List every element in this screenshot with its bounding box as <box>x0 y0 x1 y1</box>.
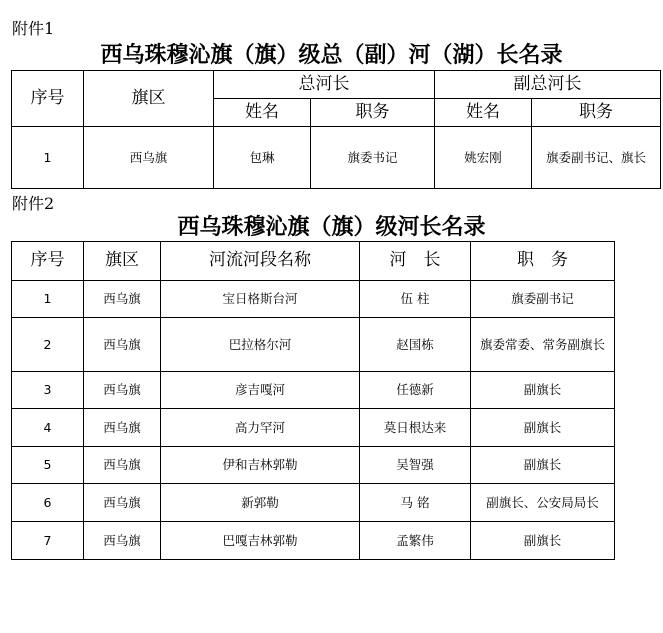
header-deputy-post: 职务 <box>532 99 661 127</box>
cell-district: 西乌旗 <box>84 522 161 560</box>
header-deputy-group: 副总河长 <box>435 71 661 99</box>
cell-seq: 2 <box>12 318 84 372</box>
cell-chief: 吴智强 <box>360 447 471 484</box>
table-row <box>12 372 615 409</box>
cell-river: 高力罕河 <box>161 409 360 447</box>
header-seq: 序号 <box>12 71 84 127</box>
table-row <box>12 318 615 372</box>
cell-post: 旗委常委、常务副旗长 <box>471 318 615 372</box>
cell-seq: 5 <box>12 447 84 484</box>
cell-seq: 4 <box>12 409 84 447</box>
cell-district: 西乌旗 <box>84 372 161 409</box>
chief-river-table <box>11 70 661 189</box>
cell-river: 巴嘎吉林郭勒 <box>161 522 360 560</box>
table-row <box>12 447 615 484</box>
cell-seq: 7 <box>12 522 84 560</box>
attachment2-label: 附件2 <box>12 194 55 213</box>
header-district: 旗区 <box>84 242 161 281</box>
attachment1-label: 附件1 <box>12 19 55 38</box>
table-row <box>12 522 615 560</box>
cell-post: 副旗长 <box>471 372 615 409</box>
river-chief-table <box>11 241 615 560</box>
header-seq: 序号 <box>12 242 84 281</box>
cell-river: 彦吉嘎河 <box>161 372 360 409</box>
table-row <box>12 409 615 447</box>
cell-chief-name: 包琳 <box>214 127 311 189</box>
cell-deputy-post: 旗委副书记、旗长 <box>532 127 661 189</box>
cell-post: 副旗长 <box>471 522 615 560</box>
cell-district: 西乌旗 <box>84 281 161 318</box>
header-district: 旗区 <box>84 71 214 127</box>
header-deputy-name: 姓名 <box>435 99 532 127</box>
attachment1-title: 西乌珠穆沁旗（旗）级总（副）河（湖）长名录 <box>100 42 563 68</box>
header-chief: 河 长 <box>360 242 471 281</box>
cell-river: 伊和吉林郭勒 <box>161 447 360 484</box>
cell-district: 西乌旗 <box>84 409 161 447</box>
cell-seq: 6 <box>12 484 84 522</box>
cell-district: 西乌旗 <box>84 318 161 372</box>
cell-chief: 任德新 <box>360 372 471 409</box>
cell-post: 副旗长 <box>471 447 615 484</box>
cell-post: 旗委副书记 <box>471 281 615 318</box>
cell-chief: 马 铭 <box>360 484 471 522</box>
header-river: 河流河段名称 <box>161 242 360 281</box>
table-row <box>12 484 615 522</box>
header-chief-name: 姓名 <box>214 99 311 127</box>
cell-chief: 莫日根达来 <box>360 409 471 447</box>
header-post: 职 务 <box>471 242 615 281</box>
cell-seq: 1 <box>12 127 84 189</box>
cell-post: 副旗长 <box>471 409 615 447</box>
cell-district: 西乌旗 <box>84 484 161 522</box>
cell-river: 新郭勒 <box>161 484 360 522</box>
header-chief-group: 总河长 <box>214 71 435 99</box>
cell-river: 巴拉格尔河 <box>161 318 360 372</box>
cell-chief-post: 旗委书记 <box>311 127 435 189</box>
header-chief-post: 职务 <box>311 99 435 127</box>
cell-chief: 赵国栋 <box>360 318 471 372</box>
cell-deputy-name: 姚宏刚 <box>435 127 532 189</box>
cell-chief: 孟繁伟 <box>360 522 471 560</box>
cell-district: 西乌旗 <box>84 447 161 484</box>
table-row <box>12 281 615 318</box>
table-row <box>12 127 661 189</box>
cell-post: 副旗长、公安局局长 <box>471 484 615 522</box>
attachment2-title: 西乌珠穆沁旗（旗）级河长名录 <box>177 214 486 240</box>
cell-seq: 3 <box>12 372 84 409</box>
cell-district: 西乌旗 <box>84 127 214 189</box>
cell-seq: 1 <box>12 281 84 318</box>
cell-chief: 伍 柱 <box>360 281 471 318</box>
cell-river: 宝日格斯台河 <box>161 281 360 318</box>
